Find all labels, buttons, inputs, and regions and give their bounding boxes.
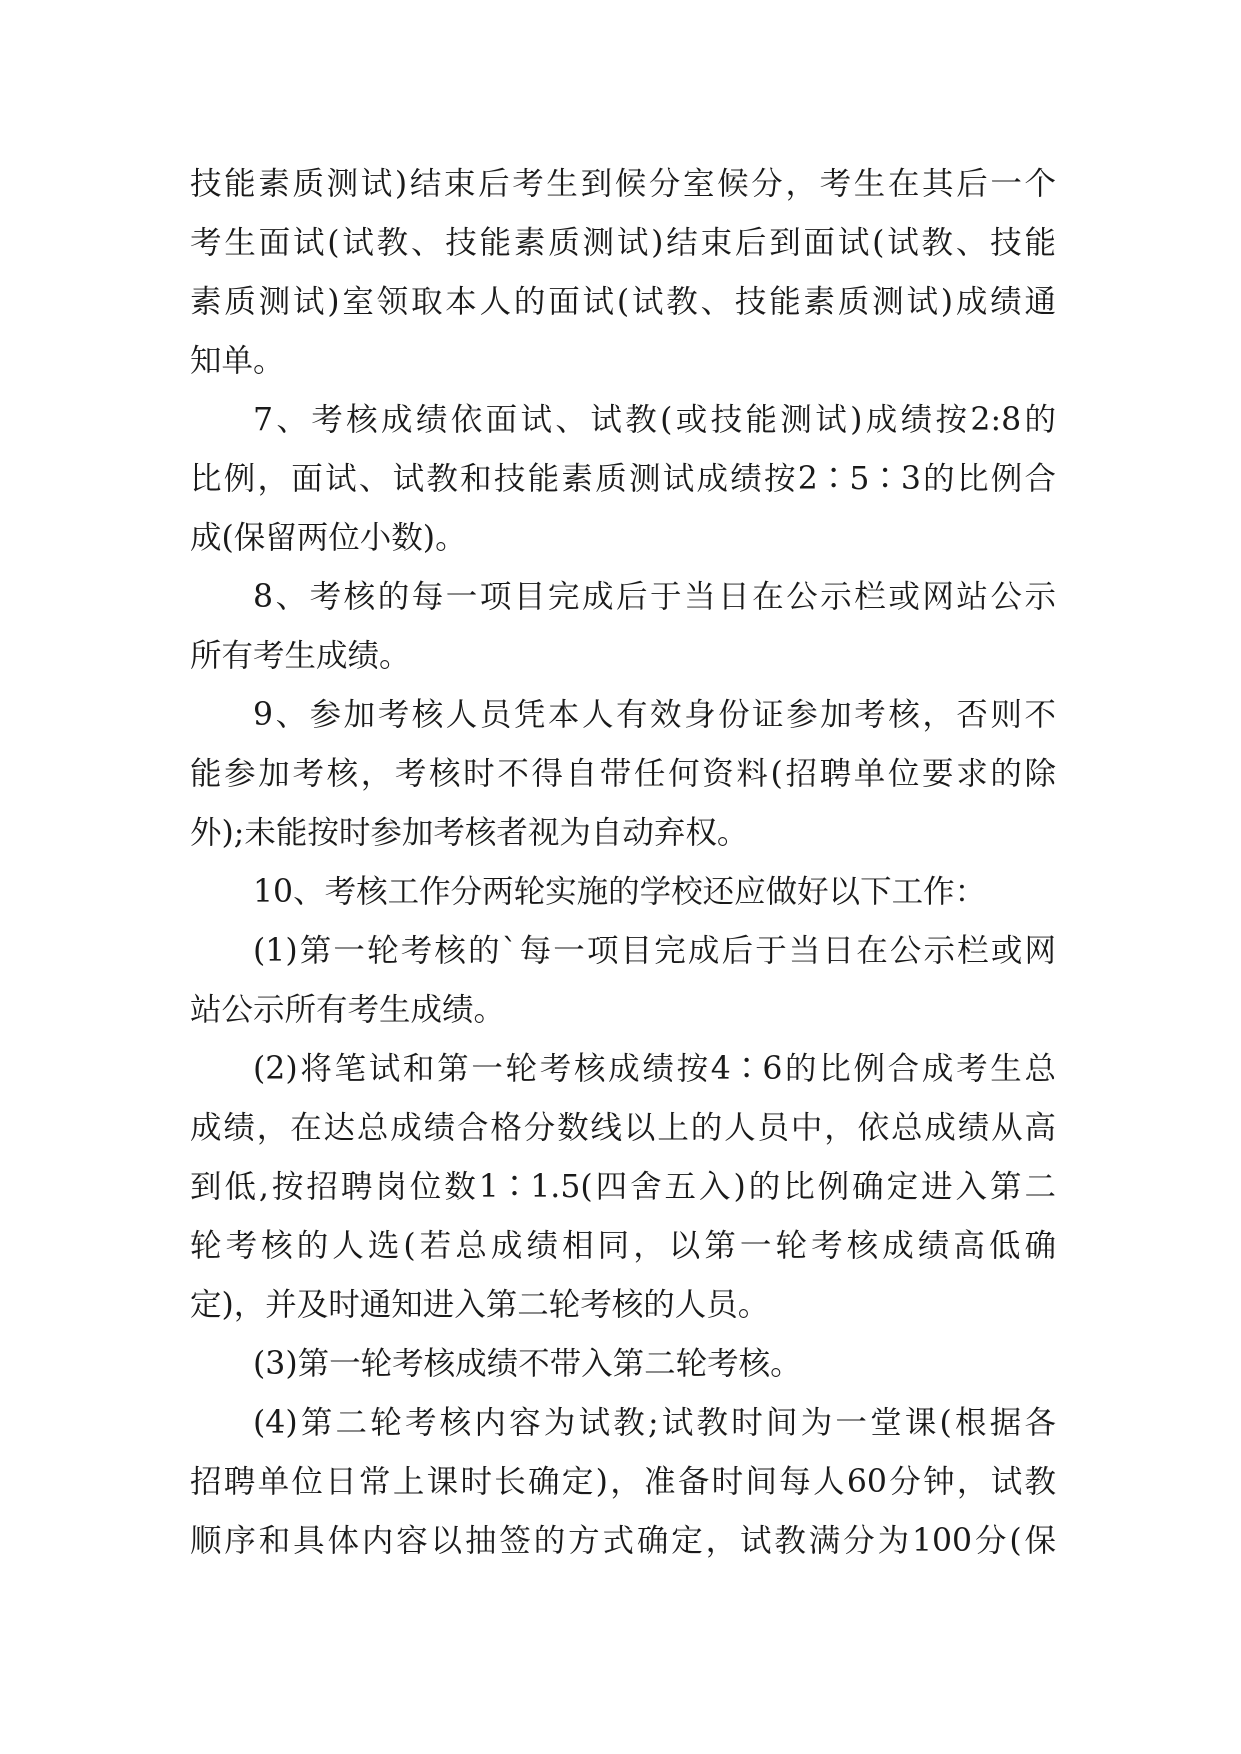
paragraph-first-line: (4)第二轮考核内容为试教;试教时间为一堂课(根据各 [253,1405,1056,1441]
text-line: 比例，面试、试教和技能素质测试成绩按2∶5∶3的比例合 [190,461,1056,497]
text-line: 轮考核的人选(若总成绩相同，以第一轮考核成绩高低确 [190,1228,1056,1264]
paragraph-first-line: (2)将笔试和第一轮考核成绩按4∶6的比例合成考生总 [253,1051,1056,1087]
text-line: 所有考生成绩。 [190,638,411,674]
paragraph-first-line: 9、参加考核人员凭本人有效身份证参加考核，否则不 [253,697,1056,733]
text-line: 素质测试)室领取本人的面试(试教、技能素质测试)成绩通 [190,284,1056,320]
paragraph-first-line: (1)第一轮考核的`每一项目完成后于当日在公示栏或网 [253,933,1056,969]
paragraph-first-line: 10、考核工作分两轮实施的学校还应做好以下工作： [253,874,987,910]
text-line: 招聘单位日常上课时长确定)，准备时间每人60分钟，试教 [190,1464,1056,1500]
text-line: 外);未能按时参加考核者视为自动弃权。 [190,815,749,851]
paragraph-first-line: (3)第一轮考核成绩不带入第二轮考核。 [253,1346,802,1382]
text-line: 能参加考核，考核时不得自带任何资料(招聘单位要求的除 [190,756,1056,792]
text-line: 成(保留两位小数)。 [190,520,467,556]
text-line: 技能素质测试)结束后考生到候分室候分，考生在其后一个 [190,166,1056,202]
text-line: 到低,按招聘岗位数1∶1.5(四舍五入)的比例确定进入第二 [190,1169,1056,1205]
text-line: 顺序和具体内容以抽签的方式确定，试教满分为100分(保 [190,1523,1056,1559]
text-line: 定)，并及时通知进入第二轮考核的人员。 [190,1287,770,1323]
paragraph-first-line: 8、考核的每一项目完成后于当日在公示栏或网站公示 [253,579,1056,615]
paragraph-first-line: 7、考核成绩依面试、试教(或技能测试)成绩按2:8的 [253,402,1056,438]
text-line: 知单。 [190,343,285,379]
text-line: 站公示所有考生成绩。 [190,992,506,1028]
text-line: 考生面试(试教、技能素质测试)结束后到面试(试教、技能 [190,225,1056,261]
text-line: 成绩，在达总成绩合格分数线以上的人员中，依总成绩从高 [190,1110,1056,1146]
